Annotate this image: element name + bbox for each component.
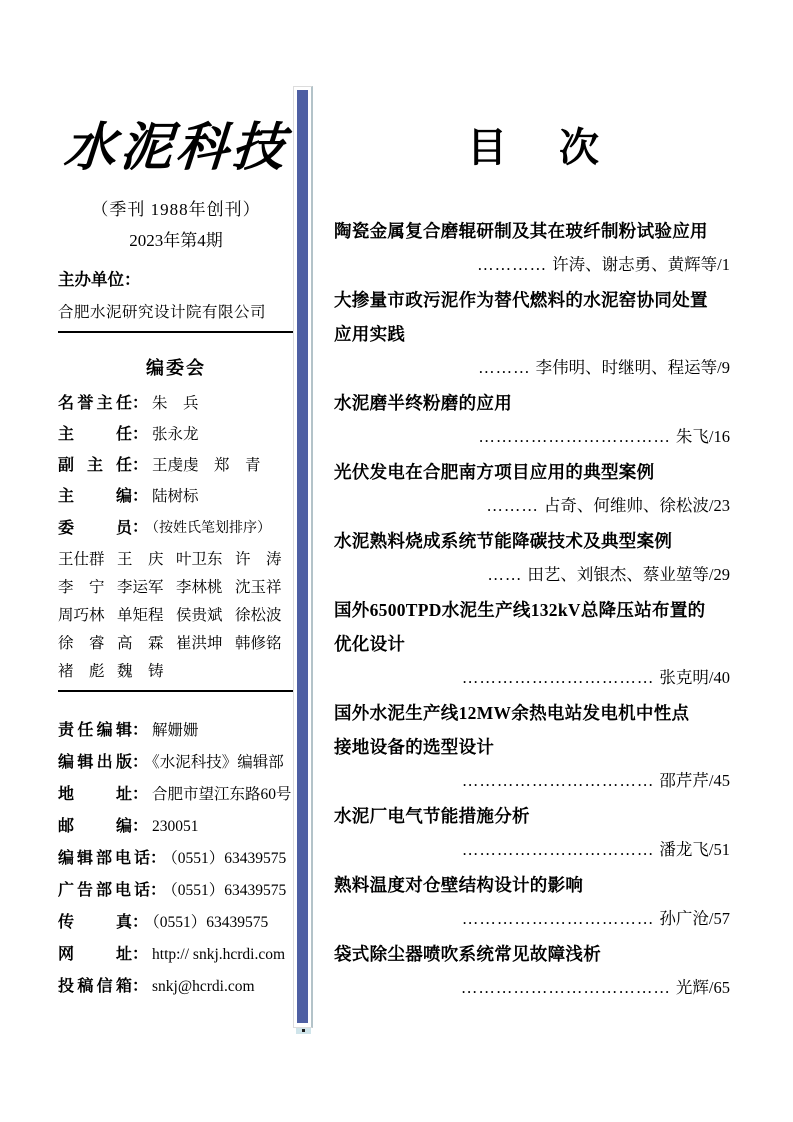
member-name: 沈玉祥 (235, 579, 282, 596)
page-number: /29 (708, 565, 730, 584)
toc-entry-title: 水泥厂电气节能措施分析 (334, 806, 530, 826)
pub-label: 投稿信箱 (58, 978, 132, 995)
member-name: 王 庆 (117, 551, 164, 568)
member-name: 徐 睿 (58, 635, 105, 652)
toc-entry-authors (334, 351, 738, 385)
toc-list (334, 214, 738, 1005)
role-label: 副主任 (58, 457, 132, 474)
toc-entry (334, 696, 738, 798)
page-number: /51 (708, 840, 730, 859)
toc-heading: 目 次 (467, 124, 605, 171)
dot-leader: …… (487, 565, 523, 584)
author-names: 占奇、何维帅、徐松波 (543, 496, 709, 515)
toc-entry (334, 455, 738, 523)
toc-entry-authors (334, 420, 738, 454)
pub-info-row: 广告部电话： （0551）63439575 (58, 882, 287, 899)
pub-label: 地址 (58, 786, 132, 803)
pub-info-row: 责任编辑： 解姗姗 (58, 722, 199, 739)
dot-leader: ……………………………… (460, 978, 671, 997)
role-value: 张永龙 (152, 426, 199, 443)
member-name: 徐松波 (235, 607, 282, 624)
board-members-grid (58, 551, 294, 681)
member-name: 李 宁 (58, 579, 105, 596)
toc-entry-title: 光伏发电在合肥南方项目应用的典型案例 (334, 462, 655, 482)
page-number: /40 (708, 668, 730, 687)
pub-value: 解姗姗 (152, 722, 199, 739)
toc-entry-title: 国外6500TPD水泥生产线132kV总降压站布置的 (334, 600, 706, 620)
toc-entry (334, 386, 738, 454)
author-names: 田艺、刘银杰、蔡业堃等 (527, 565, 709, 584)
toc-entry-title: 水泥熟料烧成系统节能降碳技术及典型案例 (334, 531, 673, 551)
member-name: 褚 彪 (58, 663, 105, 680)
member-name: 李林桃 (176, 579, 223, 596)
board-role-row: 主任： 张永龙 (58, 426, 199, 443)
member-name: 韩修铭 (235, 635, 282, 652)
role-value: 陆树标 (152, 488, 199, 505)
toc-entry-authors (334, 558, 738, 592)
dot-leader: …………………………… (461, 840, 655, 859)
pub-value: 230051 (152, 818, 199, 835)
pub-value: （0551）63439575 (152, 914, 269, 931)
website-url: http:// snkj.hcrdi.com (152, 946, 286, 963)
board-role-row: 主编： 陆树标 (58, 488, 199, 505)
toc-entry (334, 868, 738, 936)
toc-entry-title-line2: 优化设计 (334, 634, 406, 654)
author-names: 朱飞 (675, 427, 709, 446)
role-value: 王虔虔 郑 青 (152, 457, 261, 474)
toc-entry-authors (334, 902, 738, 936)
member-name: 王仕群 (58, 551, 105, 568)
toc-entry-authors (334, 971, 738, 1005)
pub-info-row: 网址： http:// snkj.hcrdi.com (58, 946, 286, 963)
toc-entry-title: 陶瓷金属复合磨辊研制及其在玻纤制粉试验应用 (334, 221, 708, 241)
submission-email: snkj@hcrdi.com (152, 978, 255, 995)
pub-label: 责任编辑 (58, 722, 132, 739)
member-name: 侯贵斌 (176, 607, 223, 624)
toc-entry (334, 937, 738, 1005)
toc-entry-title: 国外水泥生产线12MW余热电站发电机中性点 (334, 703, 690, 723)
editorial-board-heading: 编委会 (146, 358, 206, 378)
toc-column (334, 124, 738, 1006)
toc-entry-authors (334, 764, 738, 798)
pub-info-row: 编辑出版： 《水泥科技》编辑部 (58, 754, 284, 771)
pub-info-row: 编辑部电话： （0551）63439575 (58, 850, 287, 867)
vertical-divider-bar (293, 86, 313, 1028)
pub-value: 《水泥科技》编辑部 (152, 754, 284, 771)
toc-entry (334, 593, 738, 695)
editorial-board-roles (58, 394, 294, 538)
page-number: /16 (708, 427, 730, 446)
toc-entry (334, 283, 738, 385)
journal-title: 水泥科技 (61, 117, 291, 178)
dot-leader: …………………………… (478, 427, 671, 446)
pub-value: （0551）63439575 (170, 882, 287, 899)
masthead-column (58, 110, 294, 1009)
divider-rule-bottom (58, 690, 294, 692)
role-label: 委员 (58, 520, 132, 537)
board-role-row: 委员： （按姓氏笔划排序） (58, 519, 272, 537)
page-number: /9 (717, 358, 730, 377)
role-label: 名誉主任 (58, 395, 132, 412)
author-names: 李伟明、时继明、程运等 (535, 358, 718, 377)
board-role-row: 名誉主任： 朱 兵 (58, 395, 199, 412)
divider-rule-top (58, 331, 294, 333)
pub-info-row: 投稿信箱： snkj@hcrdi.com (58, 978, 255, 995)
member-name: 叶卫东 (176, 551, 223, 568)
pub-info-row: 传真： （0551）63439575 (58, 914, 269, 931)
member-name: 许 涛 (235, 551, 282, 568)
toc-entry (334, 214, 738, 282)
member-name: 魏 铸 (117, 663, 164, 680)
member-name: 崔洪坤 (176, 635, 223, 652)
member-name: 高 霖 (117, 635, 164, 652)
toc-entry-authors (334, 248, 738, 282)
page-number: /23 (708, 496, 730, 515)
pub-label: 网址 (58, 946, 132, 963)
toc-entry-title: 熟料温度对仓壁结构设计的影响 (334, 875, 584, 895)
board-role-row: 副主任： 王虔虔 郑 青 (58, 457, 261, 474)
member-name: 李运军 (117, 579, 164, 596)
journal-issue: 2023年第4期 (129, 231, 223, 250)
author-names: 潘龙飞 (659, 840, 709, 859)
pub-label: 邮编 (58, 818, 132, 835)
organizer-label: 主办单位： (58, 271, 141, 289)
toc-entry-authors (334, 489, 738, 523)
dot-leader: ……… (486, 496, 539, 515)
organizer-name: 合肥水泥研究设计院有限公司 (58, 304, 267, 321)
dot-leader: …………………………… (461, 668, 655, 687)
toc-entry (334, 524, 738, 592)
pub-label: 广告部电话 (58, 882, 150, 899)
member-name: 单矩程 (117, 607, 164, 624)
author-names: 光辉 (675, 978, 709, 997)
toc-entry-title-line2: 接地设备的选型设计 (334, 737, 495, 757)
divider-bar-fill (297, 90, 308, 1023)
pub-info-row: 地址： 合肥市望江东路60号 (58, 786, 292, 803)
dot-leader: ……… (478, 358, 531, 377)
page-number: /45 (708, 771, 730, 790)
author-names: 张克明 (659, 668, 709, 687)
pub-label: 编辑部电话 (58, 850, 150, 867)
toc-entry (334, 799, 738, 867)
toc-entry-title-line2: 应用实践 (334, 324, 406, 344)
author-names: 孙广沧 (659, 909, 709, 928)
role-value: （按姓氏笔划排序） (152, 521, 272, 536)
page-number: /57 (708, 909, 730, 928)
role-value: 朱 兵 (152, 395, 199, 412)
journal-subtitle: （季刊 1988年创刊） (91, 200, 261, 219)
pub-info-row: 邮编： 230051 (58, 818, 199, 835)
toc-entry-title: 水泥磨半终粉磨的应用 (334, 393, 512, 413)
dot-leader: …………………………… (461, 909, 655, 928)
pub-value: （0551）63439575 (170, 850, 287, 867)
toc-entry-title: 袋式除尘器喷吹系统常见故障浅析 (334, 944, 601, 964)
page-number: /65 (708, 978, 730, 997)
pub-label: 编辑出版 (58, 754, 132, 771)
publication-info (58, 721, 294, 996)
role-label: 主任 (58, 426, 132, 443)
divider-end-handle (296, 1028, 311, 1034)
member-name: 周巧林 (58, 607, 105, 624)
dot-leader: ………… (477, 255, 548, 274)
pub-label: 传真 (58, 914, 132, 931)
dot-leader: …………………………… (461, 771, 655, 790)
author-names: 许涛、谢志勇、黄辉等 (552, 255, 718, 274)
pub-value: 合肥市望江东路60号 (152, 786, 292, 803)
toc-entry-title: 大掺量市政污泥作为替代燃料的水泥窑协同处置 (334, 290, 708, 310)
role-label: 主编 (58, 488, 132, 505)
author-names: 邵芹芹 (659, 771, 709, 790)
toc-entry-authors (334, 661, 738, 695)
page-number: /1 (717, 255, 730, 274)
toc-entry-authors (334, 833, 738, 867)
